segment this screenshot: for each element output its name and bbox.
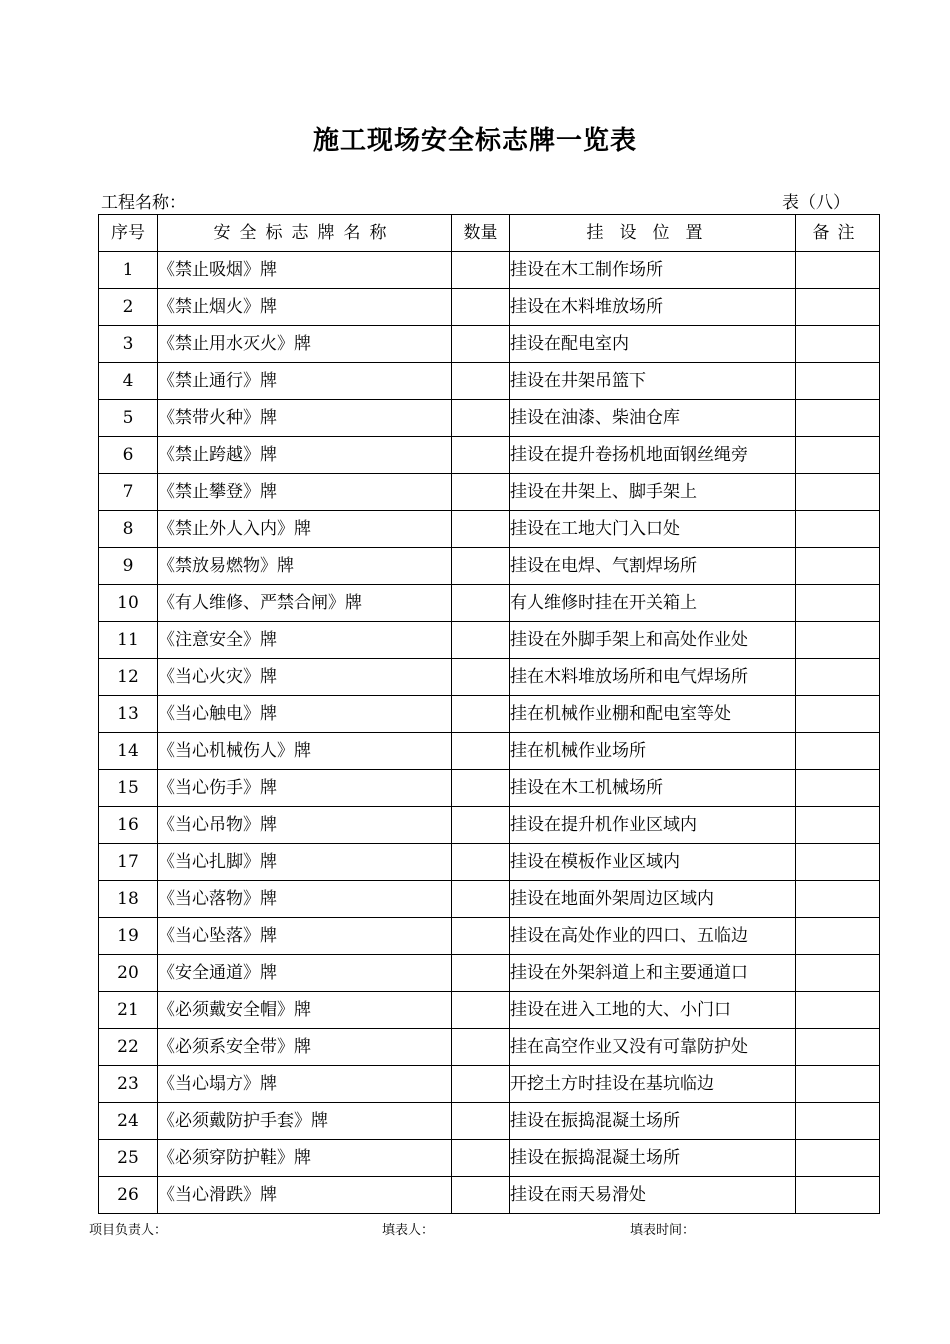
hanging-position: 挂设在油漆、柴油仓库 xyxy=(510,400,796,437)
quantity-cell xyxy=(452,807,510,844)
hanging-position: 挂在高空作业又没有可靠防护处 xyxy=(510,1029,796,1066)
hanging-position: 挂设在木工制作场所 xyxy=(510,252,796,289)
row-number: 10 xyxy=(99,585,158,622)
footer-filler: 填表人： xyxy=(382,1223,435,1238)
row-number: 2 xyxy=(99,289,158,326)
hanging-position: 开挖土方时挂设在基坑临边 xyxy=(510,1066,796,1103)
sign-name: 《禁止攀登》牌 xyxy=(158,474,452,511)
footer-project-leader: 项目负责人： xyxy=(89,1223,168,1238)
table-row xyxy=(99,1066,880,1103)
quantity-cell xyxy=(452,511,510,548)
hanging-position: 挂设在提升卷扬机地面钢丝绳旁 xyxy=(510,437,796,474)
quantity-cell xyxy=(452,1066,510,1103)
note-cell xyxy=(796,1140,880,1177)
quantity-cell xyxy=(452,992,510,1029)
quantity-cell xyxy=(452,474,510,511)
hanging-position: 挂设在井架吊篮下 xyxy=(510,363,796,400)
table-row xyxy=(99,1177,880,1214)
row-number: 14 xyxy=(99,733,158,770)
sign-name: 《安全通道》牌 xyxy=(158,955,452,992)
sign-name: 《当心机械伤人》牌 xyxy=(158,733,452,770)
page-title: 施工现场安全标志牌一览表 xyxy=(312,126,637,156)
hanging-position: 挂设在配电室内 xyxy=(510,326,796,363)
hanging-position: 有人维修时挂在开关箱上 xyxy=(510,585,796,622)
note-cell xyxy=(796,807,880,844)
hanging-position: 挂设在模板作业区域内 xyxy=(510,844,796,881)
table-row xyxy=(99,511,880,548)
note-cell xyxy=(796,289,880,326)
table-row xyxy=(99,622,880,659)
sign-name: 《注意安全》牌 xyxy=(158,622,452,659)
row-number: 16 xyxy=(99,807,158,844)
sign-name: 《必须穿防护鞋》牌 xyxy=(158,1140,452,1177)
hanging-position: 挂设在高处作业的四口、五临边 xyxy=(510,918,796,955)
sign-name: 《当心坠落》牌 xyxy=(158,918,452,955)
quantity-cell xyxy=(452,1177,510,1214)
quantity-cell xyxy=(452,326,510,363)
quantity-cell xyxy=(452,659,510,696)
sign-name: 《当心滑跌》牌 xyxy=(158,1177,452,1214)
header-note: 备注 xyxy=(796,215,880,252)
quantity-cell xyxy=(452,1140,510,1177)
row-number: 7 xyxy=(99,474,158,511)
table-row xyxy=(99,770,880,807)
note-cell xyxy=(796,992,880,1029)
table-row xyxy=(99,955,880,992)
note-cell xyxy=(796,1177,880,1214)
quantity-cell xyxy=(452,770,510,807)
sign-name: 《禁止吸烟》牌 xyxy=(158,252,452,289)
note-cell xyxy=(796,548,880,585)
hanging-position: 挂设在井架上、脚手架上 xyxy=(510,474,796,511)
table-row xyxy=(99,659,880,696)
hanging-position: 挂设在提升机作业区域内 xyxy=(510,807,796,844)
row-number: 15 xyxy=(99,770,158,807)
sign-name: 《必须系安全带》牌 xyxy=(158,1029,452,1066)
hanging-position: 挂设在地面外架周边区域内 xyxy=(510,881,796,918)
table-number: 表（八） xyxy=(782,193,850,213)
table-row xyxy=(99,252,880,289)
note-cell xyxy=(796,326,880,363)
table-row xyxy=(99,733,880,770)
table-row xyxy=(99,437,880,474)
table-row xyxy=(99,696,880,733)
note-cell xyxy=(796,511,880,548)
row-number: 3 xyxy=(99,326,158,363)
quantity-cell xyxy=(452,696,510,733)
note-cell xyxy=(796,1066,880,1103)
note-cell xyxy=(796,733,880,770)
hanging-position: 挂设在振捣混凝土场所 xyxy=(510,1140,796,1177)
table-row xyxy=(99,807,880,844)
quantity-cell xyxy=(452,548,510,585)
sign-name: 《当心触电》牌 xyxy=(158,696,452,733)
note-cell xyxy=(796,955,880,992)
hanging-position: 挂设在雨天易滑处 xyxy=(510,1177,796,1214)
row-number: 4 xyxy=(99,363,158,400)
quantity-cell xyxy=(452,1029,510,1066)
note-cell xyxy=(796,659,880,696)
header-no: 序号 xyxy=(99,215,158,252)
hanging-position: 挂设在木工机械场所 xyxy=(510,770,796,807)
note-cell xyxy=(796,437,880,474)
sign-name: 《禁止用水灭火》牌 xyxy=(158,326,452,363)
note-cell xyxy=(796,770,880,807)
table-header-row xyxy=(99,215,880,252)
sign-name: 《当心伤手》牌 xyxy=(158,770,452,807)
table-row xyxy=(99,1103,880,1140)
header-sign-name: 安全标志牌名称 xyxy=(158,215,452,252)
note-cell xyxy=(796,696,880,733)
row-number: 24 xyxy=(99,1103,158,1140)
row-number: 8 xyxy=(99,511,158,548)
hanging-position: 挂在机械作业场所 xyxy=(510,733,796,770)
hanging-position: 挂在机械作业棚和配电室等处 xyxy=(510,696,796,733)
note-cell xyxy=(796,252,880,289)
sign-name: 《禁放易燃物》牌 xyxy=(158,548,452,585)
table-row xyxy=(99,289,880,326)
quantity-cell xyxy=(452,400,510,437)
quantity-cell xyxy=(452,252,510,289)
row-number: 19 xyxy=(99,918,158,955)
row-number: 13 xyxy=(99,696,158,733)
table-row xyxy=(99,548,880,585)
project-name-label: 工程名称： xyxy=(101,193,186,213)
hanging-position: 挂设在电焊、气割焊场所 xyxy=(510,548,796,585)
note-cell xyxy=(796,881,880,918)
table-row xyxy=(99,585,880,622)
quantity-cell xyxy=(452,881,510,918)
table-row xyxy=(99,1140,880,1177)
sign-name: 《当心吊物》牌 xyxy=(158,807,452,844)
row-number: 25 xyxy=(99,1140,158,1177)
hanging-position: 挂设在外脚手架上和高处作业处 xyxy=(510,622,796,659)
sign-name: 《当心扎脚》牌 xyxy=(158,844,452,881)
table-row xyxy=(99,474,880,511)
row-number: 6 xyxy=(99,437,158,474)
quantity-cell xyxy=(452,622,510,659)
row-number: 17 xyxy=(99,844,158,881)
row-number: 5 xyxy=(99,400,158,437)
row-number: 20 xyxy=(99,955,158,992)
row-number: 9 xyxy=(99,548,158,585)
hanging-position: 挂设在进入工地的大、小门口 xyxy=(510,992,796,1029)
sign-name: 《禁止通行》牌 xyxy=(158,363,452,400)
sign-name: 《有人维修、严禁合闸》牌 xyxy=(158,585,452,622)
hanging-position: 挂设在木料堆放场所 xyxy=(510,289,796,326)
row-number: 21 xyxy=(99,992,158,1029)
quantity-cell xyxy=(452,585,510,622)
note-cell xyxy=(796,1103,880,1140)
note-cell xyxy=(796,585,880,622)
footer-date: 填表时间： xyxy=(630,1223,696,1238)
sign-name: 《禁止烟火》牌 xyxy=(158,289,452,326)
hanging-position: 挂设在工地大门入口处 xyxy=(510,511,796,548)
sign-name: 《必须戴安全帽》牌 xyxy=(158,992,452,1029)
quantity-cell xyxy=(452,733,510,770)
quantity-cell xyxy=(452,1103,510,1140)
quantity-cell xyxy=(452,289,510,326)
sign-name: 《禁止外人入内》牌 xyxy=(158,511,452,548)
header-position: 挂设位置 xyxy=(510,215,796,252)
hanging-position: 挂在木料堆放场所和电气焊场所 xyxy=(510,659,796,696)
row-number: 23 xyxy=(99,1066,158,1103)
sign-name: 《当心火灾》牌 xyxy=(158,659,452,696)
table-row xyxy=(99,326,880,363)
note-cell xyxy=(796,918,880,955)
note-cell xyxy=(796,1029,880,1066)
row-number: 18 xyxy=(99,881,158,918)
row-number: 12 xyxy=(99,659,158,696)
hanging-position: 挂设在外架斜道上和主要通道口 xyxy=(510,955,796,992)
sign-name: 《当心落物》牌 xyxy=(158,881,452,918)
quantity-cell xyxy=(452,918,510,955)
sign-name: 《禁止跨越》牌 xyxy=(158,437,452,474)
table-row xyxy=(99,844,880,881)
table-body xyxy=(99,252,880,1214)
quantity-cell xyxy=(452,844,510,881)
note-cell xyxy=(796,622,880,659)
quantity-cell xyxy=(452,363,510,400)
header-quantity: 数量 xyxy=(452,215,510,252)
sign-name: 《禁带火种》牌 xyxy=(158,400,452,437)
quantity-cell xyxy=(452,955,510,992)
note-cell xyxy=(796,474,880,511)
table-row xyxy=(99,363,880,400)
note-cell xyxy=(796,363,880,400)
quantity-cell xyxy=(452,437,510,474)
sign-name: 《必须戴防护手套》牌 xyxy=(158,1103,452,1140)
table-row xyxy=(99,400,880,437)
table-row xyxy=(99,992,880,1029)
note-cell xyxy=(796,844,880,881)
note-cell xyxy=(796,400,880,437)
row-number: 11 xyxy=(99,622,158,659)
sign-name: 《当心塌方》牌 xyxy=(158,1066,452,1103)
table-row xyxy=(99,1029,880,1066)
row-number: 22 xyxy=(99,1029,158,1066)
row-number: 1 xyxy=(99,252,158,289)
hanging-position: 挂设在振捣混凝土场所 xyxy=(510,1103,796,1140)
table-row xyxy=(99,881,880,918)
safety-sign-table xyxy=(98,214,880,1214)
row-number: 26 xyxy=(99,1177,158,1214)
table-row xyxy=(99,918,880,955)
